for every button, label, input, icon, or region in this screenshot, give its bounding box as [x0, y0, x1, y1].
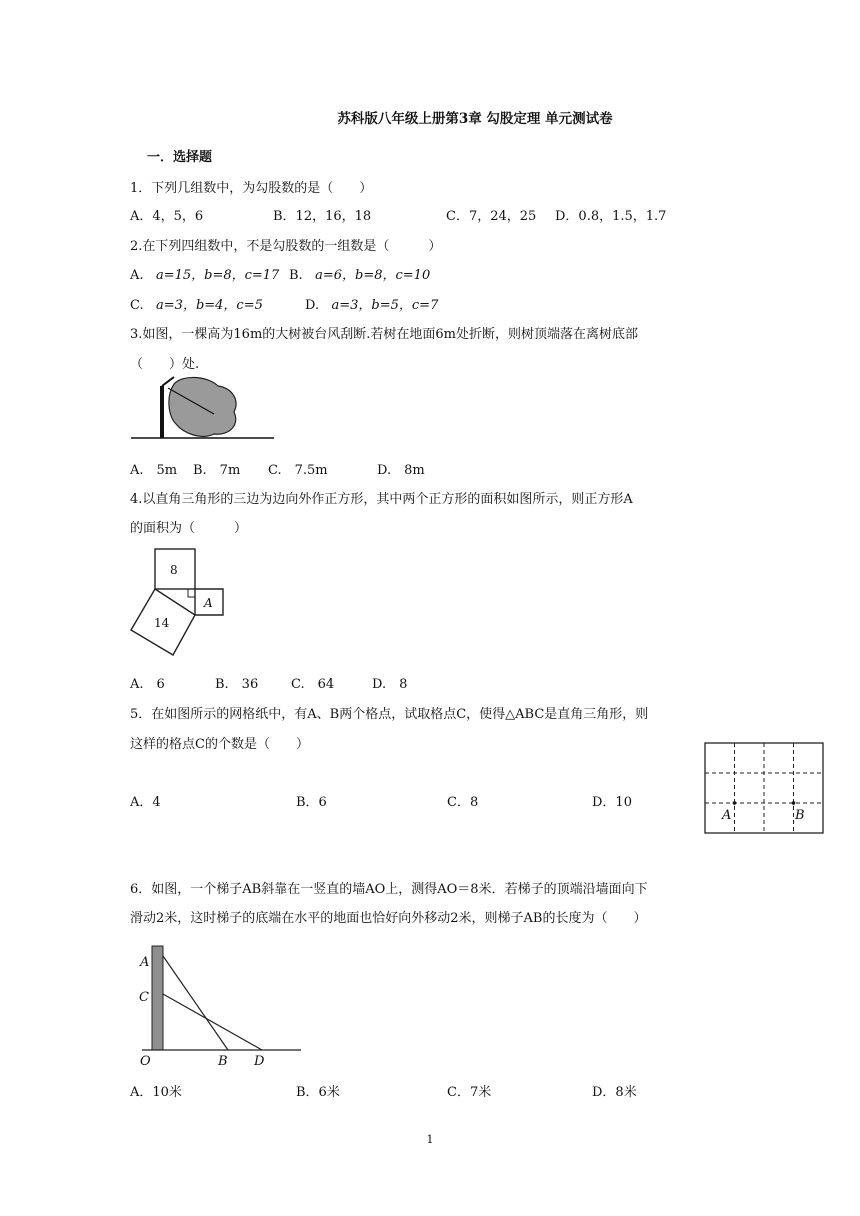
q2-option-a: A. a=15，b=8，c=17 [130, 268, 280, 283]
q5-option-d: D．10 [592, 795, 632, 810]
q5-stem-line2: 这样的格点C的个数是（ ） [130, 737, 309, 752]
q6-label-a: A [140, 955, 150, 970]
q3-option-a: A. 5m [130, 463, 178, 478]
q4-option-c: C. 64 [291, 677, 335, 692]
q1-option-b: B．12，16，18 [273, 209, 372, 224]
q3-tree-figure [128, 374, 278, 442]
q1-stem: 1．下列几组数中，为勾股数的是（ ） [130, 181, 373, 196]
section-heading: 一．选择题 [147, 150, 213, 165]
q6-label-b: B [218, 1054, 228, 1069]
q3-option-c: C. 7.5m [268, 463, 328, 478]
q5-stem-line1: 5．在如图所示的网格纸中，有A、B两个格点，试取格点C，使得△ABC是直角三角形，则 [130, 707, 649, 722]
q6-label-d: D [254, 1054, 265, 1069]
q5-option-a: A．4 [130, 795, 161, 810]
q3-option-d: D. 8m [377, 463, 425, 478]
q3-stem-line2: （ ）处. [130, 357, 200, 372]
q3-option-b: B. 7m [193, 463, 241, 478]
q6-option-a: A．10米 [130, 1085, 182, 1100]
q4-stem-line2: 的面积为（ ） [130, 521, 248, 536]
q2-stem: 2.在下列四组数中，不是勾股数的一组数是（ ） [130, 239, 442, 254]
page-title: 苏科版八年级上册第3章 勾股定理 单元测试卷 [337, 111, 613, 127]
q6-stem-line2: 滑动2米，这时梯子的底端在水平的地面也恰好向外移动2米，则梯子AB的长度为（ ） [130, 911, 647, 926]
q6-label-c: C [139, 990, 149, 1005]
q5-grid-figure [700, 740, 828, 836]
q6-label-o: O [140, 1054, 151, 1069]
q4-option-a: A. 6 [130, 677, 165, 692]
q4-label-right: A [204, 596, 213, 610]
q5-option-c: C．8 [447, 795, 479, 810]
q1-option-a: A．4，5，6 [130, 209, 204, 224]
q4-option-d: D. 8 [372, 677, 408, 692]
q4-label-top: 8 [170, 563, 178, 577]
q1-option-c: C．7，24，25 [446, 209, 537, 224]
q6-option-c: C．7米 [447, 1085, 492, 1100]
q4-option-b: B. 36 [215, 677, 259, 692]
q6-option-b: B．6米 [296, 1085, 340, 1100]
q4-squares-figure [128, 545, 228, 660]
q2-option-b: B. a=6，b=8，c=10 [289, 268, 431, 283]
q5-label-b: B [795, 808, 805, 823]
q6-option-d: D．8米 [592, 1085, 637, 1100]
q5-option-b: B．6 [296, 795, 327, 810]
q3-stem-line1: 3.如图，一棵高为16m的大树被台风刮断.若树在地面6m处折断，则树顶端落在离树底部 [130, 327, 639, 342]
page-number: 1 [426, 1133, 434, 1146]
q6-stem-line1: 6．如图，一个梯子AB斜靠在一竖直的墙AO上，测得AO＝8米．若梯子的顶端沿墙面向下 [130, 882, 648, 897]
q2-option-d: D. a=3，b=5，c=7 [305, 298, 439, 313]
q4-stem-line1: 4.以直角三角形的三边为边向外作正方形，其中两个正方形的面积如图所示，则正方形A [130, 492, 633, 507]
q5-label-a: A [722, 808, 732, 823]
q4-label-left: 14 [154, 616, 170, 630]
q1-option-d: D．0.8，1.5，1.7 [555, 209, 667, 224]
q6-ladder-figure [134, 944, 304, 1069]
q2-option-c: C. a=3，b=4，c=5 [130, 298, 263, 313]
